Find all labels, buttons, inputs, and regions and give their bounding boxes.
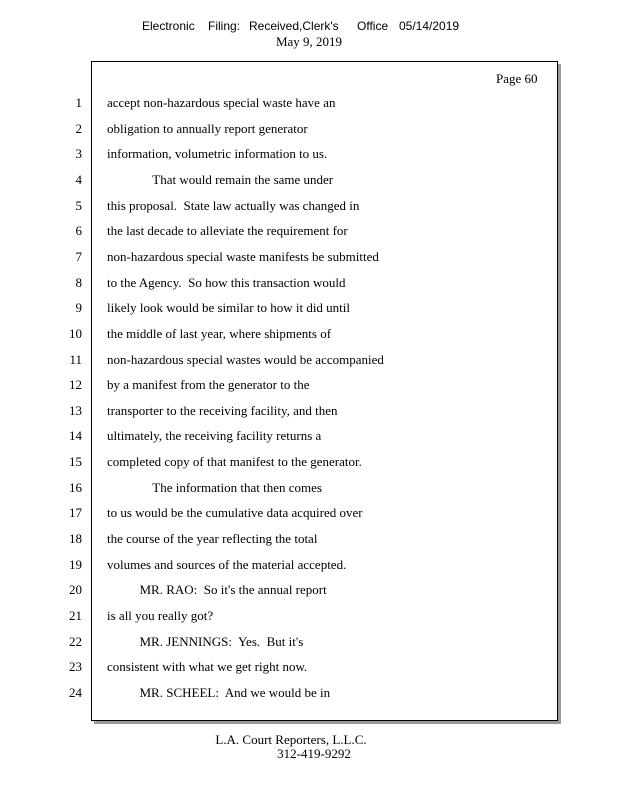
transcript-line: the middle of last year, where shipments of (107, 326, 332, 341)
line-number: 8 (75, 275, 82, 290)
transcript-line: The information that then comes (107, 480, 322, 495)
stamp-electronic: Electronic (142, 19, 195, 33)
line-number: 5 (75, 198, 82, 213)
line-number: 12 (69, 377, 82, 392)
stamp-office: Office (357, 19, 389, 33)
transcript-line: transporter to the receiving facility, and then (107, 403, 338, 418)
court-reporter-phone: 312-419-9292 (277, 746, 351, 761)
page-number: Page 60 (496, 71, 538, 86)
transcript-line: the last decade to alleviate the requirement for (107, 223, 348, 238)
line-number: 15 (69, 454, 82, 469)
transcript-line: consistent with what we get right now. (107, 659, 308, 674)
line-number: 2 (75, 121, 82, 136)
transcript-line: to us would be the cumulative data acquired over (107, 505, 363, 520)
line-number: 24 (69, 685, 82, 700)
line-number: 21 (69, 608, 82, 623)
stamp-received: Received,Clerk's (249, 19, 339, 33)
line-number: 7 (75, 249, 82, 264)
line-number: 17 (69, 505, 82, 520)
transcript-line: accept non-hazardous special waste have an (107, 95, 336, 110)
transcript-line: is all you really got? (107, 608, 214, 623)
transcript-line: MR. RAO: So it's the annual report (107, 582, 327, 597)
line-number: 10 (69, 326, 82, 341)
transcript-line: information, volumetric information to us. (107, 146, 328, 161)
transcript-line: obligation to annually report generator (107, 121, 308, 136)
line-number: 4 (75, 172, 82, 187)
line-number: 23 (69, 659, 82, 674)
hearing-date: May 9, 2019 (275, 34, 343, 49)
transcript-line: completed copy of that manifest to the generator. (107, 454, 362, 469)
transcript-line: That would remain the same under (107, 172, 334, 187)
line-number: 14 (69, 428, 82, 443)
line-number: 16 (69, 480, 82, 495)
line-number: 1 (75, 95, 82, 110)
line-number: 20 (69, 582, 82, 597)
transcript-line: MR. JENNINGS: Yes. But it's (107, 634, 304, 649)
line-number: 3 (75, 146, 82, 161)
transcript-line: this proposal. State law actually was changed in (107, 198, 360, 213)
transcript-line: non-hazardous special wastes would be accompanied (107, 352, 384, 367)
line-number: 19 (69, 557, 82, 572)
transcript-line: the course of the year reflecting the total (107, 531, 318, 546)
transcript-line: non-hazardous special waste manifests be submitted (107, 249, 379, 264)
transcript-line: volumes and sources of the material accepted. (107, 557, 347, 572)
stamp-date: 05/14/2019 (399, 19, 460, 33)
transcript-line: ultimately, the receiving facility returns a (107, 428, 322, 443)
court-reporter-name: L.A. Court Reporters, L.L.C. (215, 732, 367, 747)
transcript-line: by a manifest from the generator to the (107, 377, 310, 392)
line-number: 9 (75, 300, 82, 315)
transcript-line: to the Agency. So how this transaction would (107, 275, 346, 290)
transcript-line: MR. SCHEEL: And we would be in (107, 685, 331, 700)
line-number: 13 (69, 403, 82, 418)
line-number: 18 (69, 531, 82, 546)
line-number: 22 (69, 634, 82, 649)
line-number: 11 (69, 352, 82, 367)
stamp-filing: Filing: (208, 19, 241, 33)
transcript-line: likely look would be similar to how it did until (107, 300, 351, 315)
line-number: 6 (75, 223, 82, 238)
